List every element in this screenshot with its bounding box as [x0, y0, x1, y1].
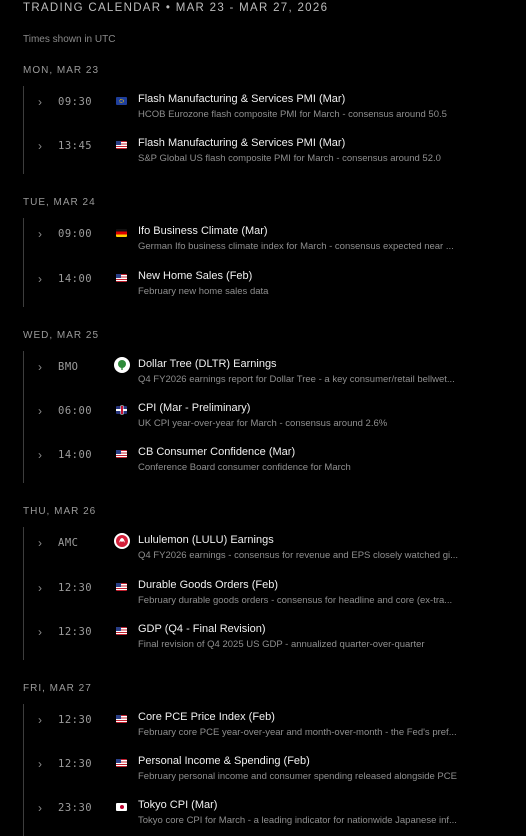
chevron-right-icon[interactable]: ›	[38, 139, 42, 154]
event-time: 12:30	[58, 713, 93, 726]
event-time: 14:00	[58, 449, 93, 462]
event-row[interactable]	[23, 616, 526, 660]
event-title: Durable Goods Orders (Feb)	[138, 578, 278, 591]
event-row[interactable]	[23, 218, 526, 262]
event-title: Lululemon (LULU) Earnings	[138, 534, 274, 547]
chevron-right-icon[interactable]: ›	[38, 271, 42, 286]
eu-flag-icon	[116, 97, 127, 105]
event-time: 13:45	[58, 140, 93, 153]
day-label: MON, MAR 23	[23, 65, 100, 76]
day-group	[0, 321, 526, 484]
chevron-right-icon[interactable]: ›	[38, 403, 42, 418]
us-flag-icon	[116, 715, 127, 723]
chevron-right-icon[interactable]: ›	[38, 801, 42, 816]
event-description: February core PCE year-over-year and month-over-month - the Fed's pref...	[138, 726, 457, 738]
day-label: FRI, MAR 27	[23, 682, 92, 694]
event-row[interactable]	[23, 748, 526, 792]
event-title: CPI (Mar - Preliminary)	[138, 401, 251, 414]
day-group	[0, 188, 526, 306]
event-description: Q4 FY2026 earnings - consensus for revenue and EPS closely watched gi...	[138, 550, 459, 562]
jp-flag-icon	[116, 803, 127, 811]
event-list	[0, 56, 526, 836]
chevron-right-icon[interactable]: ›	[38, 712, 42, 727]
event-description: February durable goods orders - consensus for headline and core (ex-tra...	[138, 594, 453, 606]
event-description: Q4 FY2026 earnings report for Dollar Tree - a key consumer/retail bellwet...	[138, 373, 455, 385]
event-title: Ifo Business Climate (Mar)	[138, 225, 268, 238]
event-title: CB Consumer Confidence (Mar)	[138, 446, 296, 459]
event-time: 12:30	[58, 758, 93, 771]
timezone-note: Times shown in UTC	[23, 34, 116, 45]
event-description: S&P Global US flash composite PMI for March - consensus around 52.0	[138, 153, 441, 165]
day-group	[0, 497, 526, 660]
chevron-right-icon[interactable]: ›	[38, 359, 42, 374]
day-group	[0, 56, 526, 174]
event-time: AMC	[58, 537, 79, 550]
chevron-right-icon[interactable]: ›	[38, 536, 42, 551]
event-time: 23:30	[58, 802, 93, 815]
event-time: 09:00	[58, 228, 93, 241]
event-row[interactable]	[23, 130, 526, 174]
event-time: 06:00	[58, 404, 93, 417]
event-title: Tokyo CPI (Mar)	[138, 799, 218, 812]
day-label: THU, MAR 26	[23, 506, 97, 518]
us-flag-icon	[116, 450, 127, 458]
event-row[interactable]	[23, 263, 526, 307]
us-flag-icon	[116, 759, 127, 767]
event-title: Core PCE Price Index (Feb)	[138, 710, 275, 723]
event-row[interactable]	[23, 86, 526, 130]
event-description: HCOB Eurozone flash composite PMI for March - consensus around 50.5	[138, 109, 447, 120]
day-label: WED, MAR 25	[23, 329, 100, 341]
event-row[interactable]	[23, 395, 526, 439]
event-title: Flash Manufacturing & Services PMI (Mar)	[138, 137, 346, 150]
us-flag-icon	[116, 274, 127, 282]
event-description: UK CPI year-over-year for March - consensus around 2.6%	[138, 417, 388, 429]
lululemon-logo-icon	[114, 533, 130, 549]
event-row[interactable]	[23, 572, 526, 616]
chevron-right-icon[interactable]: ›	[38, 448, 42, 463]
us-flag-icon	[116, 583, 127, 591]
de-flag-icon	[116, 229, 127, 237]
chevron-right-icon[interactable]: ›	[38, 757, 42, 772]
event-time: 09:30	[58, 96, 93, 108]
chevron-right-icon[interactable]: ›	[38, 95, 42, 109]
event-description: Conference Board consumer confidence for March	[138, 462, 351, 474]
event-time: BMO	[58, 360, 79, 373]
calendar-title: TRADING CALENDAR • MAR 23 - MAR 27, 2026	[23, 2, 329, 14]
event-row[interactable]	[23, 439, 526, 483]
event-row[interactable]	[23, 704, 526, 748]
event-time: 12:30	[58, 581, 93, 594]
event-row[interactable]	[23, 527, 526, 571]
event-description: Final revision of Q4 2025 US GDP - annualized quarter-over-quarter	[138, 638, 425, 650]
event-row[interactable]	[23, 351, 526, 395]
us-flag-icon	[116, 627, 127, 635]
event-title: Personal Income & Spending (Feb)	[138, 755, 310, 768]
event-row[interactable]	[23, 792, 526, 836]
dollar-tree-logo-icon	[114, 357, 130, 373]
event-title: Dollar Tree (DLTR) Earnings	[138, 357, 277, 370]
gb-flag-icon	[116, 406, 127, 414]
event-description: Tokyo core CPI for March - a leading indicator for nationwide Japanese inf...	[138, 815, 457, 827]
event-title: GDP (Q4 - Final Revision)	[138, 622, 266, 635]
chevron-right-icon[interactable]: ›	[38, 227, 42, 242]
event-description: February personal income and consumer spending released alongside PCE	[138, 771, 457, 783]
day-label: TUE, MAR 24	[23, 197, 96, 209]
us-flag-icon	[116, 141, 127, 149]
event-time: 14:00	[58, 272, 93, 285]
chevron-right-icon[interactable]: ›	[38, 624, 42, 639]
event-description: February new home sales data	[138, 285, 269, 297]
event-time: 12:30	[58, 625, 93, 638]
event-title: New Home Sales (Feb)	[138, 269, 253, 282]
chevron-right-icon[interactable]: ›	[38, 580, 42, 595]
event-description: German Ifo business climate index for March - consensus expected near ...	[138, 241, 454, 253]
event-title: Flash Manufacturing & Services PMI (Mar)	[138, 93, 346, 105]
